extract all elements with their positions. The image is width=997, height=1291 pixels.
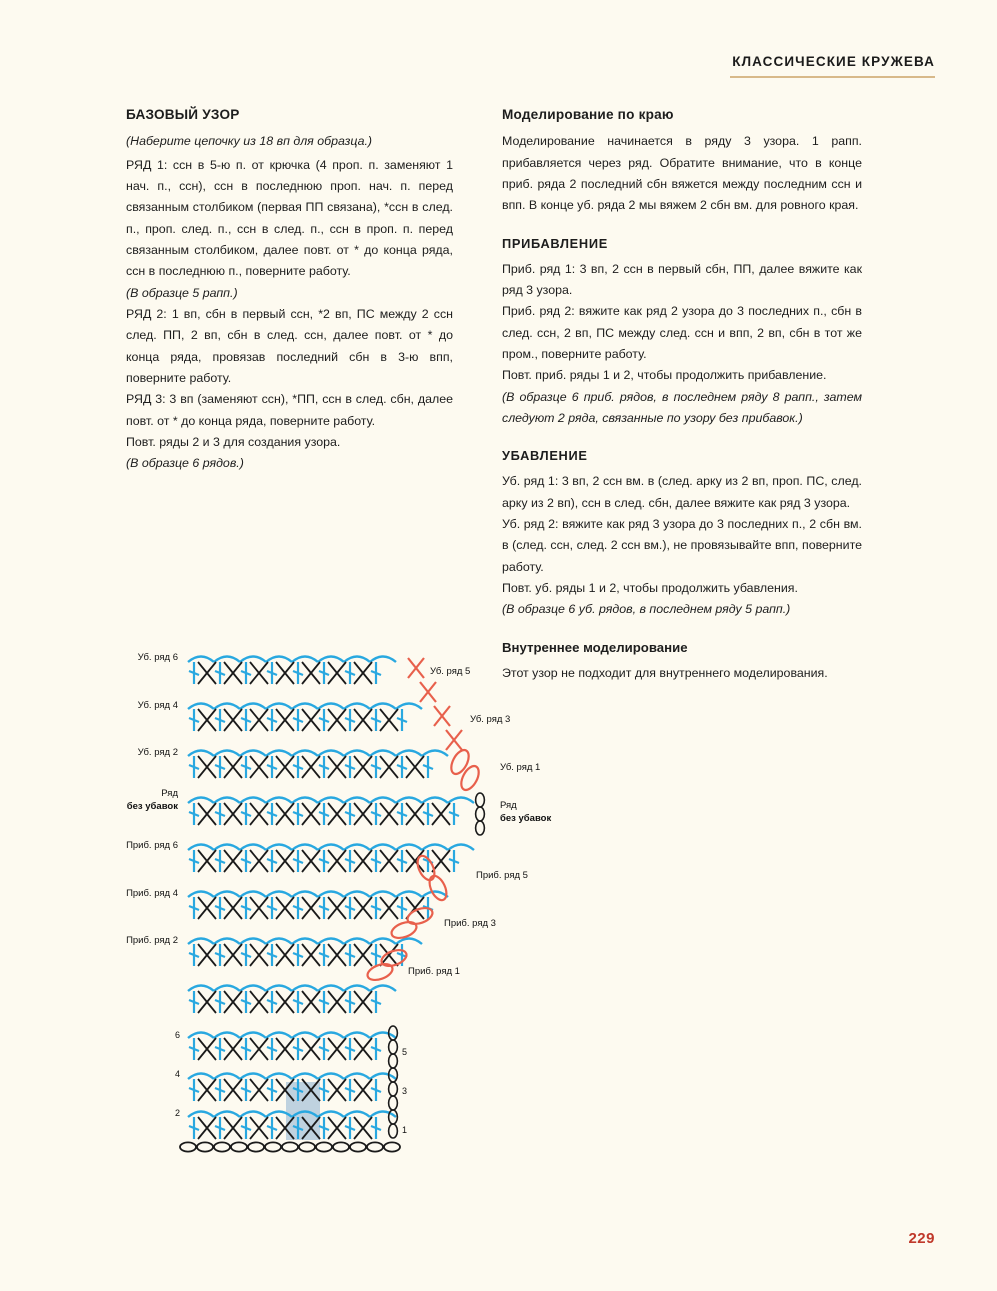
chart-label-right-2: Уб. ряд 1 (500, 762, 541, 773)
inner-shaping-paragraph: Этот узор не подходит для внутреннего моделирования. (502, 666, 828, 681)
chart-label-left-0: Уб. ряд 6 (137, 652, 178, 663)
chart-left-labels (126, 652, 178, 946)
increase-repeat: Повт. приб. ряды 1 и 2, чтобы продолжить прибавление. (502, 368, 827, 383)
page-title: КЛАССИЧЕСКИЕ КРУЖЕВА (732, 54, 935, 69)
basic-pattern-repeat: Повт. ряды 2 и 3 для создания узора. (126, 434, 341, 449)
basic-pattern-note1: (В образце 5 рапп.) (126, 285, 238, 300)
left-column (126, 103, 453, 475)
chart-label-right-1: Уб. ряд 3 (470, 714, 511, 725)
chart-label-left-2: Уб. ряд 2 (137, 747, 178, 758)
chart-stitch-grid (180, 657, 484, 1152)
basic-pattern-row3: РЯД 3: 3 вп (заменяют ссн), *ПП, ссн в след. сбн, далее повт. от * до конца ряда, поверните работу. (126, 392, 453, 428)
page-number: 229 (908, 1230, 935, 1247)
chart-rownum-right-2: 1 (402, 1125, 408, 1135)
decrease-repeat: Повт. уб. ряды 1 и 2, чтобы продолжить убавления. (502, 580, 798, 595)
chart-row-numbers-right (402, 1047, 407, 1135)
chart-label-left-4: без убавок (126, 801, 178, 812)
basic-pattern-intro: (Наберите цепочку из 18 вп для образца.) (126, 134, 373, 149)
chart-rownum-left-0: 6 (174, 1030, 180, 1040)
right-column (502, 103, 862, 685)
decrease-row1: Уб. ряд 1: 3 вп, 2 ссн вм. в (след. арку из 2 вп, проп. ПС, след. арку из 2 вп), ссн в след. сбн, далее вяжите как ряд 3 узора. (502, 474, 862, 510)
decrease-note: (В образце 6 уб. рядов, в последнем ряду 5 рапп.) (502, 602, 791, 617)
increase-shaping-marks (365, 853, 449, 983)
basic-pattern-row1: РЯД 1: ссн в 5-ю п. от крючка (4 проп. п. заменяют 1 нач. п., ссн), ссн в последнюю проп. нач. п. перед связанным столбиком (первая ПП связана), *ссн в след. п., проп. след. п., ссн в след. п., ссн в проп. п. перед связанным столбиком, далее повт. от * до конца ряда, ссн в последнюю п., поверните работу. (126, 157, 453, 279)
chart-rownum-right-0: 5 (402, 1047, 408, 1057)
chart-label-right-4: без убавок (500, 813, 552, 824)
increase-note: (В образце 6 приб. рядов, в последнем ряду 8 рапп., затем следуют 2 ряда, связанные по узору без прибавок.) (502, 389, 862, 425)
chart-label-left-1: Уб. ряд 4 (137, 700, 178, 711)
crochet-chart-svg (108, 620, 668, 1165)
chart-label-right-3: Ряд (500, 800, 517, 811)
chart-label-right-7: Приб. ряд 1 (408, 966, 460, 977)
decrease-row2: Уб. ряд 2: вяжите как ряд 3 узора до 3 последних п., 2 сбн вм. в (след. ссн, след. 2 ссн вм.), не провязывайте впп, поверните работу. (502, 516, 862, 574)
header-rule (730, 76, 935, 78)
increase-row1: Приб. ряд 1: 3 вп, 2 ссн в первый сбн, ПП, далее вяжите как ряд 3 узора. (502, 261, 862, 298)
chart-label-left-5: Приб. ряд 6 (126, 840, 178, 851)
basic-pattern-row2: РЯД 2: 1 вп, сбн в первый ссн, *2 вп, ПС между 2 ссн след. ПП, 2 вп, сбн в след. ссн, далее повт. от * до конца ряда, провязав последний сбн в 3-ю впп, поверните работу. (126, 307, 453, 385)
crochet-chart (108, 620, 668, 1165)
section-heading-basic-pattern: БАЗОВЫЙ УЗОР (126, 107, 240, 122)
chart-label-right-0: Уб. ряд 5 (430, 666, 471, 677)
chart-row-numbers-left (175, 1030, 180, 1118)
section-heading-edge-shaping: Моделирование по краю (502, 107, 674, 122)
chart-rownum-left-1: 4 (174, 1069, 180, 1079)
chart-label-right-6: Приб. ряд 3 (444, 918, 496, 929)
page-header (0, 54, 935, 78)
edge-shaping-paragraph: Моделирование начинается в ряду 3 узора. 1 рапп. прибавляется через ряд. Обратите внимание, что в конце приб. ряда 2 последний сбн вяжется между последним ссн и впп. В конце уб. ряда 2 мы вяжем 2 сбн вм. для ровного края. (502, 134, 862, 213)
section-heading-increase: ПРИБАВЛЕНИЕ (502, 235, 608, 251)
foundation-chain (180, 1142, 400, 1151)
chart-label-left-7: Приб. ряд 2 (126, 935, 178, 946)
basic-pattern-note2: (В образце 6 рядов.) (126, 456, 244, 471)
chart-label-right-5: Приб. ряд 5 (476, 870, 528, 881)
section-heading-decrease: УБАВЛЕНИЕ (502, 448, 588, 464)
chart-label-left-3: Ряд (161, 788, 178, 799)
section-heading-inner-shaping: Внутреннее моделирование (502, 639, 688, 655)
chart-rownum-left-2: 2 (174, 1108, 180, 1118)
chart-rownum-right-1: 3 (402, 1086, 408, 1096)
chart-label-left-6: Приб. ряд 4 (126, 888, 178, 899)
increase-row2: Приб. ряд 2: вяжите как ряд 2 узора до 3 последних п., сбн в след. ссн, 2 вп, ПС между след. ссн и впп, 2 вп, сбн в тот же пром., поверните работу. (502, 304, 862, 361)
